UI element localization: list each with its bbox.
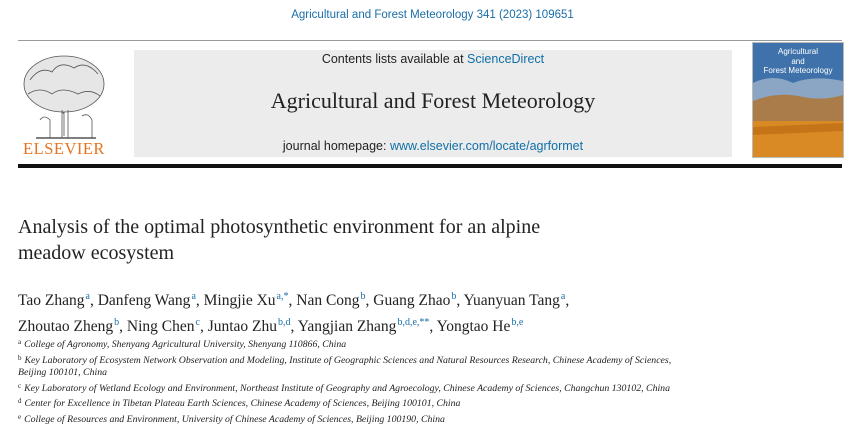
author-affiliation-marker[interactable]: a [85, 291, 90, 302]
author-entry [204, 292, 289, 309]
cover-title-line-3: Forest Meteorology [763, 66, 833, 75]
author-separator: , [195, 292, 204, 309]
author-entry [208, 318, 291, 335]
author-name[interactable]: Guang Zhao [373, 292, 451, 309]
contents-prefix: Contents lists available at [321, 52, 468, 66]
author-separator: , [565, 292, 570, 309]
author-name[interactable]: Tao Zhang [18, 292, 85, 309]
affiliation-item [18, 380, 848, 396]
author-name[interactable]: Zhoutao Zheng [18, 318, 114, 335]
journal-title: Agricultural and Forest Meteorology [270, 88, 596, 113]
cover-title-line-1: Agricultural [777, 47, 818, 56]
affiliation-key: e [18, 412, 22, 421]
author-affiliation-marker[interactable]: a [560, 291, 566, 302]
affiliation-text: College of Agronomy, Shenyang Agricultural University, Shenyang 110866, China [24, 339, 347, 350]
journal-reference[interactable]: Agricultural and Forest Meteorology 341 (2023) 109651 [291, 9, 574, 21]
author-separator: , [119, 318, 127, 335]
author-name[interactable]: Juntao Zhu [207, 318, 277, 335]
author-affiliation-marker[interactable]: b,d,e,** [397, 317, 430, 328]
journal-cover-image[interactable] [752, 42, 844, 158]
author-separator: , [199, 318, 208, 335]
affiliation-key: b [18, 353, 22, 362]
author-affiliation-marker[interactable]: b [114, 317, 120, 328]
author-separator: , [429, 318, 437, 335]
header-bottom-rule [18, 164, 842, 168]
author-entry [18, 318, 119, 335]
top-divider [18, 40, 842, 41]
paper-title-line-2: meadow ecosystem [18, 242, 175, 264]
author-entry [464, 292, 566, 309]
author-affiliation-marker[interactable]: a [191, 291, 196, 302]
cover-title-and: and [791, 56, 805, 66]
author-list [18, 286, 838, 338]
author-separator: , [290, 318, 298, 335]
author-name[interactable]: Nan Cong [296, 292, 360, 309]
author-entry [296, 292, 365, 309]
author-affiliation-marker[interactable]: b,d [278, 317, 291, 328]
journal-homepage-link[interactable]: www.elsevier.com/locate/agrformet [389, 139, 584, 153]
author-name[interactable]: Yangjian Zhang [297, 318, 397, 335]
author-name[interactable]: Yongtao He [436, 318, 511, 335]
author-name[interactable]: Ning Chen [126, 318, 195, 335]
author-entry [437, 318, 524, 335]
author-separator: , [288, 292, 297, 309]
cover-title-line-2 [753, 57, 843, 67]
author-affiliation-marker[interactable]: b [451, 291, 457, 302]
author-name[interactable]: Danfeng Wang [97, 292, 191, 309]
author-entry [373, 292, 456, 309]
elsevier-logo-text: ELSEVIER [23, 139, 105, 158]
journal-header-box [134, 50, 732, 157]
author-separator: , [456, 292, 464, 309]
affiliation-text: College of Resources and Environment, University of Chinese Academy of Sciences, Beijing 100190, China [24, 413, 445, 425]
affiliation-item [18, 336, 848, 352]
affiliation-text: Key Laboratory of Wetland Ecology and Environment, Northeast Institute of Geography and Agroecology, Chinese Academy of Sciences, Changchun 130102, China [24, 382, 670, 394]
affiliation-item [18, 352, 848, 368]
author-entry [98, 292, 196, 309]
author-name[interactable]: Yuanyuan Tang [463, 292, 560, 309]
affiliation-item [18, 411, 848, 427]
contents-line [134, 52, 732, 66]
homepage-line [134, 139, 732, 153]
affiliation-key: a [18, 338, 22, 346]
author-entry [18, 292, 90, 309]
paper-title [18, 214, 718, 266]
author-entry [298, 318, 430, 335]
author-affiliation-marker[interactable]: b,e [511, 317, 524, 328]
cover-title [753, 47, 843, 76]
author-name[interactable]: Mingjie Xu [203, 292, 276, 309]
affiliation-list [18, 336, 848, 427]
author-affiliation-marker[interactable]: c [195, 317, 200, 328]
affiliation-item [18, 367, 848, 380]
author-separator: , [365, 292, 374, 309]
affiliation-item [18, 395, 848, 411]
affiliation-text: Key Laboratory of Ecosystem Network Observation and Modeling, Institute of Geographic Sciences and Natural Resources Research, Chinese Academy of Sciences, [24, 354, 672, 366]
homepage-prefix: journal homepage: [282, 139, 390, 153]
author-affiliation-marker[interactable]: a,* [276, 291, 289, 302]
affiliation-text: Beijing 100101, China [18, 367, 107, 379]
author-affiliation-marker[interactable]: b [360, 291, 366, 302]
paper-title-line-1: Analysis of the optimal photosynthetic environment for an alpine [18, 216, 541, 238]
affiliation-text: Center for Excellence in Tibetan Plateau Earth Sciences, Chinese Academy of Sciences, Beijing 100101, China [24, 398, 461, 410]
affiliation-key: c [18, 381, 22, 390]
sciencedirect-link[interactable]: ScienceDirect [467, 52, 545, 66]
author-entry [127, 318, 200, 335]
affiliation-key: d [18, 397, 22, 406]
author-separator: , [89, 292, 98, 309]
